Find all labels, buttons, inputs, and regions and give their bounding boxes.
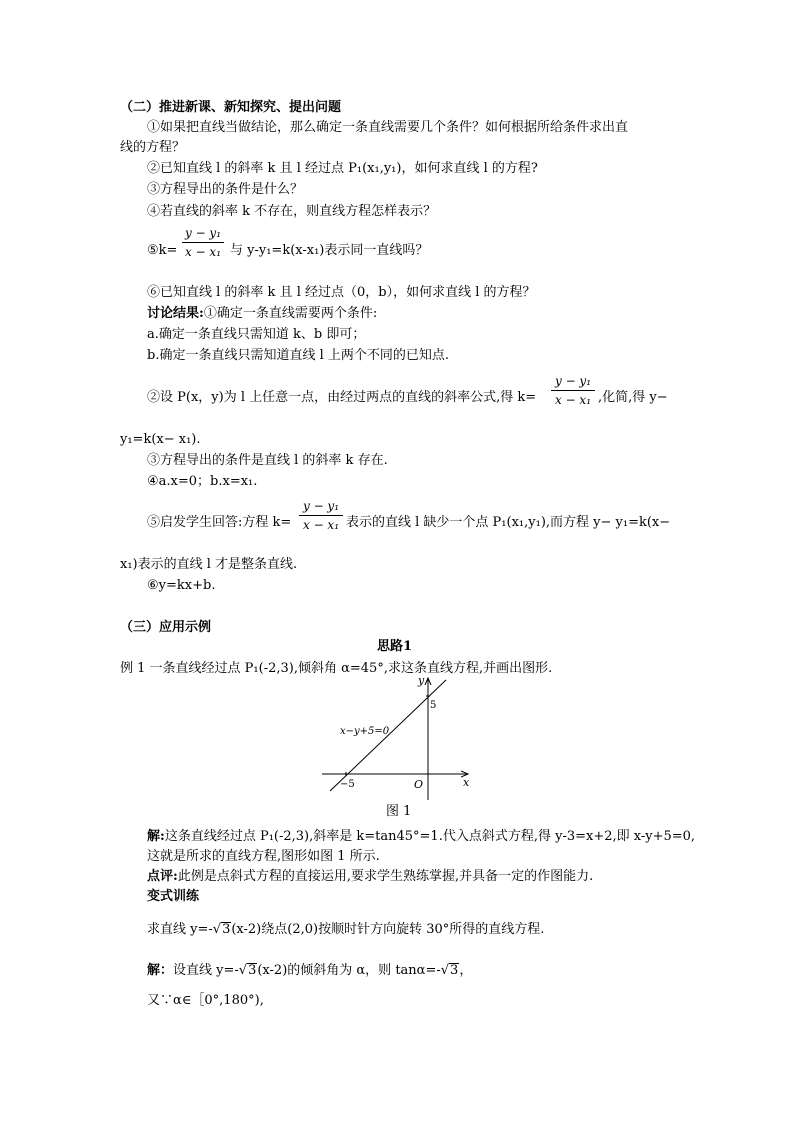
solution-label: 解: bbox=[147, 829, 165, 844]
solution-1 bbox=[147, 829, 695, 845]
figure-1-graph bbox=[310, 674, 490, 802]
slope-fraction bbox=[182, 226, 224, 260]
variant-prefix: 求直线 y=- bbox=[147, 922, 213, 937]
radicand: 3 bbox=[248, 963, 257, 978]
approach-heading: 思路1 bbox=[377, 639, 413, 654]
solution-2-suffix: ， bbox=[459, 963, 473, 978]
fraction-denominator: x − x₁ bbox=[302, 518, 340, 532]
result-1: ①确定一条直线需要两个条件: bbox=[203, 306, 378, 321]
slope-fraction-3 bbox=[299, 499, 343, 533]
question-3: ③方程导出的条件是什么？ bbox=[147, 182, 304, 197]
section-heading-3: （三）应用示例 bbox=[120, 620, 212, 635]
question-5-prefix: ⑤k= bbox=[147, 243, 178, 258]
origin-label: O bbox=[414, 778, 424, 791]
sqrt-3: √3 bbox=[238, 963, 257, 978]
x-tick-label: −5 bbox=[340, 779, 355, 790]
question-2: ②已知直线 l 的斜率 k 且 l 经过点 P₁(x₁,y₁)，如何求直线 l 的方程? bbox=[147, 161, 538, 176]
radicand: 3 bbox=[222, 922, 231, 937]
variant-solution bbox=[147, 963, 472, 979]
result-2-suffix: ,化简,得 y− bbox=[598, 390, 668, 405]
comment bbox=[147, 869, 593, 885]
result-1a: a.确定一条直线只需知道 k、b 即可； bbox=[147, 327, 366, 342]
y-tick-label: 5 bbox=[430, 700, 437, 711]
question-6: ⑥已知直线 l 的斜率 k 且 l 经过点（0，b），如何求直线 l 的方程？ bbox=[147, 285, 536, 300]
discussion-result bbox=[147, 306, 377, 322]
result-1b: b.确定一条直线只需知道直线 l 上两个不同的已知点. bbox=[147, 348, 450, 363]
question-4: ④若直线的斜率 k 不存在，则直线方程怎样表示？ bbox=[147, 204, 437, 219]
sqrt-3: √3 bbox=[212, 922, 231, 937]
line-label: x−y+5=0 bbox=[340, 726, 390, 737]
variant-problem bbox=[147, 922, 544, 938]
variant-solution-cont: 又∵α∈［0°,180°), bbox=[147, 993, 264, 1008]
question-5-suffix: 与 y-y₁=k(x-x₁)表示同一直线吗？ bbox=[230, 243, 429, 258]
solution-2-label: 解： bbox=[147, 963, 174, 978]
sqrt-3: √3 bbox=[440, 963, 459, 978]
comment-label: 点评: bbox=[147, 869, 178, 884]
radicand: 3 bbox=[450, 963, 459, 978]
result-6: ⑥y=kx+b. bbox=[147, 578, 216, 593]
question-1-cont: 线的方程？ bbox=[120, 140, 186, 155]
result-label: 讨论结果: bbox=[147, 306, 204, 321]
solution-2-prefix: 设直线 y=- bbox=[173, 963, 239, 978]
solution-2-mid: (x-2)的倾斜角为 α，则 tanα=- bbox=[257, 963, 441, 978]
variant-suffix: (x-2)绕点(2,0)按顺时针方向旋转 30°所得的直线方程. bbox=[231, 922, 545, 937]
section-heading-2: （二）推进新课、新知探究、提出问题 bbox=[120, 100, 342, 115]
variant-heading: 变式训练 bbox=[147, 889, 200, 904]
result-3: ③方程导出的条件是直线 l 的斜率 k 存在. bbox=[147, 453, 388, 468]
result-2-prefix: ②设 P(x，y)为 l 上任意一点，由经过两点的直线的斜率公式,得 k= bbox=[147, 390, 537, 405]
fraction-denominator: x − x₁ bbox=[554, 393, 592, 407]
fraction-numerator: y − y₁ bbox=[299, 499, 343, 516]
example-1: 例 1 一条直线经过点 P₁(-2,3),倾斜角 α=45°,求这条直线方程,并画出图形. bbox=[120, 661, 553, 676]
result-5-suffix: 表示的直线 l 缺少一个点 P₁(x₁,y₁),而方程 y− y₁=k(x− bbox=[346, 515, 671, 530]
fraction-denominator: x − x₁ bbox=[184, 245, 222, 259]
solution-text: 这条直线经过点 P₁(-2,3),斜率是 k=tan45°=1.代入点斜式方程,得 y-3=x+2,即 x-y+5=0, bbox=[164, 829, 696, 844]
fraction-numerator: y − y₁ bbox=[182, 226, 224, 243]
comment-text: 此例是点斜式方程的直接运用,要求学生熟练掌握,并具备一定的作图能力. bbox=[177, 869, 594, 884]
fraction-numerator: y − y₁ bbox=[551, 374, 595, 391]
slope-fraction-2 bbox=[551, 374, 595, 408]
y-axis-label: y bbox=[418, 674, 425, 687]
figure-caption: 图 1 bbox=[386, 804, 412, 819]
result-2-cont: y₁=k(x− x₁). bbox=[120, 432, 201, 447]
question-1: ①如果把直线当做结论，那么确定一条直线需要几个条件？如何根据所给条件求出直 bbox=[147, 120, 629, 135]
solution-1-cont: 这就是所求的直线方程,图形如图 1 所示. bbox=[147, 849, 380, 864]
result-5-cont: x₁)表示的直线 l 才是整条直线. bbox=[120, 557, 298, 572]
result-4: ④a.x=0；b.x=x₁. bbox=[147, 474, 258, 489]
result-5-prefix: ⑤启发学生回答:方程 k= bbox=[147, 515, 292, 530]
x-axis-label: x bbox=[463, 776, 470, 789]
